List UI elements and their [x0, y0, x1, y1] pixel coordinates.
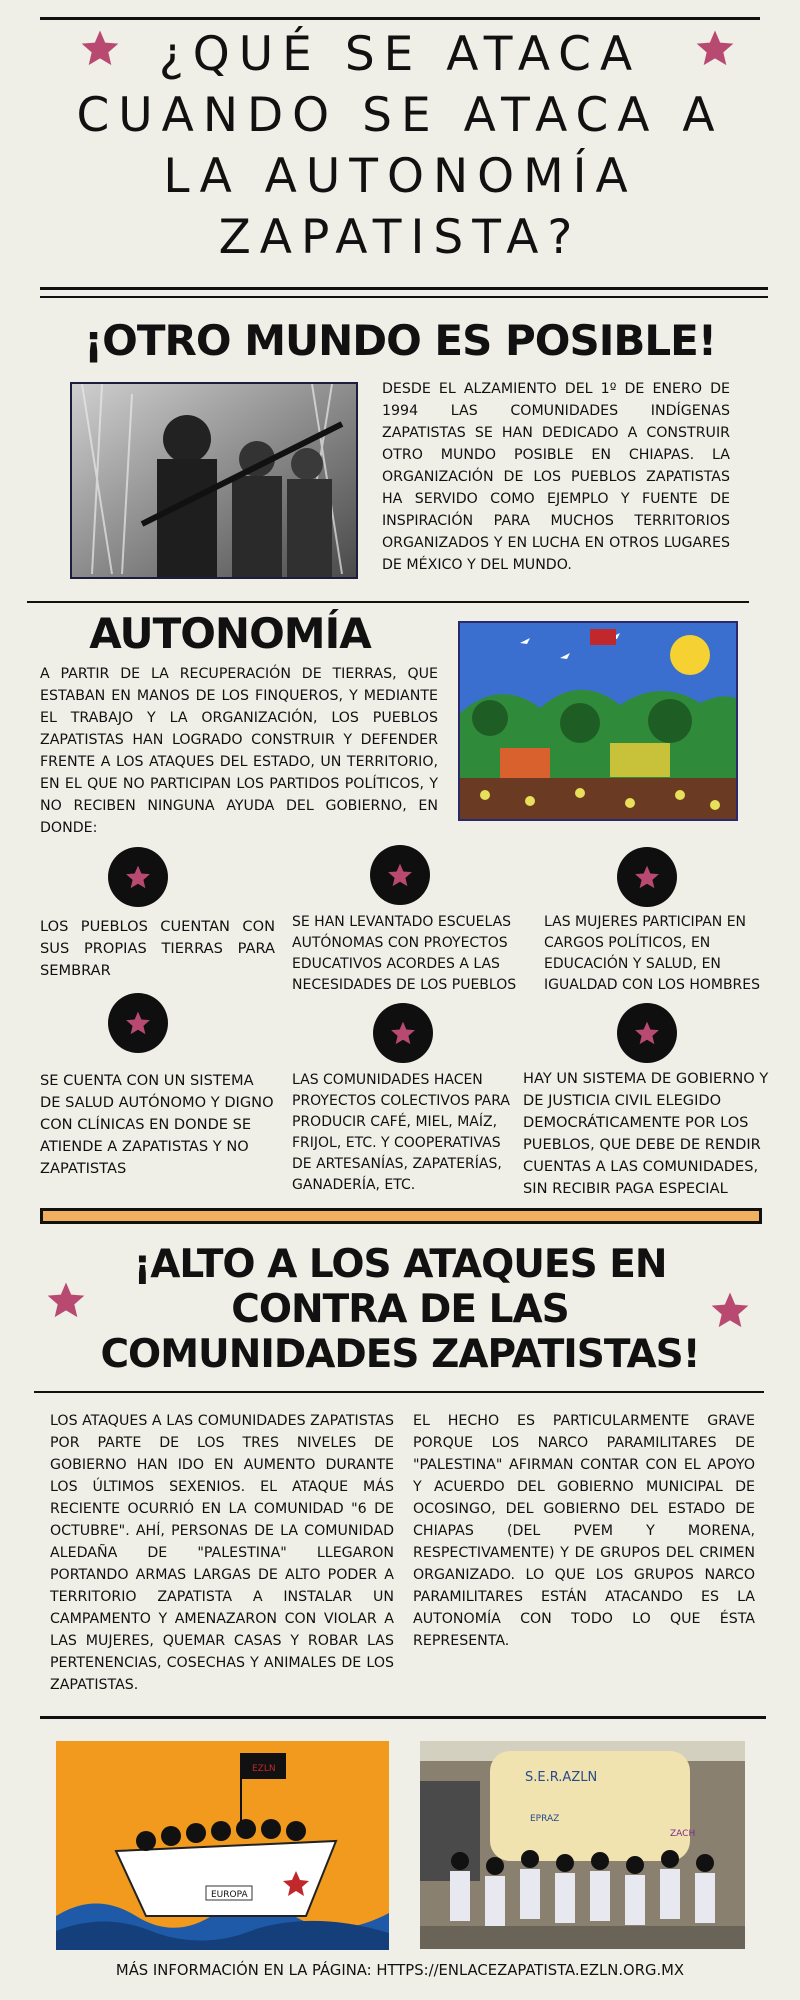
- feature-item: HAY UN SISTEMA DE GOBIERNO Y DE JUSTICIA CIVIL ELEGIDO DEMOCRÁTICAMENTE POR LOS PUEBLOS, QUE DEBE DE RENDIR CUENTAS A LAS COMUNIDADES, SIN RECIBIR PAGA ESPECIAL: [523, 1070, 769, 1197]
- autonomy-text: A PARTIR DE LA RECUPERACIÓN DE TIERRAS, QUE ESTABAN EN MANOS DE LOS FINQUEROS, Y MEDIANTE EL TRABAJO Y LA ORGANIZACIÓN, LOS PUEBLOS ZAPATISTAS HAN LOGRADO CONSTRUIR Y DEFENDER FRENTE A LOS ATAQUES DEL ESTADO, UN TERRITORIO, EN EL QUE NO PARTICIPAN LOS PARTIDOS POLÍTICOS, Y NO RECIBEN NINGUNA AYUDA DEL GOBIERNO, EN DONDE:: [40, 666, 438, 836]
- attacks-text-2: EL HECHO ES PARTICULARMENTE GRAVE PORQUE LOS NARCO PARAMILITARES DE "PALESTINA" AFIRMAN CONTAR CON EL APOYO Y ACUERDO DEL GOBIERNO MUNICIPAL DE OCOSINGO, DEL GOBIERNO DEL ESTADO DE CHIAPAS (DEL PVEM Y MORENA, RESPECTIVAMENTE) Y DE GRUPOS DEL CRIMEN ORGANIZADO. LO QUE LOS GRUPOS NARCO PARAMILITARES ESTÁN ATACANDO ES LA AUTONOMÍA CON TODO LO QUE ÉSTA REPRESENTA.: [413, 1413, 755, 1649]
- boat-label: EUROPA: [211, 1890, 248, 1900]
- star-badge-icon: [617, 847, 677, 907]
- intro-text: DESDE EL ALZAMIENTO DEL 1º DE ENERO DE 1994 LAS COMUNIDADES INDÍGENAS ZAPATISTAS SE HAN DEDICADO A CONSTRUIR OTRO MUNDO POSIBLE EN CHIAPAS. LA ORGANIZACIÓN DE LOS PUEBLOS ZAPATISTAS HA SERVIDO COMO EJEMPLO Y FUENTE DE INSPIRACIÓN PARA MUCHOS TERRITORIOS ORGANIZADOS Y EN LUCHA EN OTROS LUGARES DE MÉXICO Y DEL MUNDO.: [382, 381, 730, 573]
- title-rule: [40, 296, 768, 298]
- page-title: ¿QUÉ SE ATACA CUANDO SE ATACA A LA AUTONOMÍA ZAPATISTA?: [76, 27, 724, 265]
- feature-item: SE HAN LEVANTADO ESCUELAS AUTÓNOMAS CON PROYECTOS EDUCATIVOS ACORDES A LAS NECESIDADES DE LOS PUEBLOS: [292, 914, 517, 993]
- star-badge-icon: [373, 1003, 433, 1063]
- star-badge-icon: [617, 1003, 677, 1063]
- feature-item: SE CUENTA CON UN SISTEMA DE SALUD AUTÓNOMO Y DIGNO CON CLÍNICAS EN DONDE SE ATIENDE A ZAPATISTAS Y NO ZAPATISTAS: [40, 1072, 274, 1177]
- section-heading: AUTONOMÍA: [89, 609, 371, 658]
- mural-text: S.E.R.AZLN: [525, 1770, 598, 1785]
- top-rule: [40, 17, 760, 20]
- star-badge-icon: [108, 847, 168, 907]
- boat-flag-text: EZLN: [252, 1764, 276, 1774]
- divider-bar: [40, 1208, 762, 1224]
- children-mural-photo: [420, 1741, 745, 1949]
- guerrilla-photo: [70, 382, 358, 579]
- title-rule: [40, 287, 768, 290]
- attacks-text: LOS ATAQUES A LAS COMUNIDADES ZAPATISTAS POR PARTE DE LOS TRES NIVELES DE GOBIERNO HAN IDO EN AUMENTO DURANTE LOS ÚLTIMOS SEXENIOS. EL ATAQUE MÁS RECIENTE OCURRIÓ EN LA COMUNIDAD "6 DE OCTUBRE". AHÍ, PERSONAS DE LA COMUNIDAD ALEDAÑA DE "PALESTINA" LLEGARON PORTANDO ARMAS LARGAS DE ALTO PODER A TERRITORIO ZAPATISTA A INSTALAR UN CAMPAMENTO Y AMENAZARON CON VIOLAR A LAS MUJERES, QUEMAR CASAS Y ROBAR LAS PERTENENCIAS, COSECHAS Y ANIMALES DE LOS ZAPATISTAS.: [50, 1413, 394, 1693]
- feature-item: LAS COMUNIDADES HACEN PROYECTOS COLECTIVOS PARA PRODUCIR CAFÉ, MIEL, MAÍZ, FRIJOL, ETC. Y COOPERATIVAS DE ARTESANÍAS, ZAPATERÍAS, GANADERÍA, ETC.: [292, 1072, 510, 1193]
- star-badge-icon: [108, 993, 168, 1053]
- star-badge-icon: [370, 845, 430, 905]
- mural-subtext: EPRAZ: [530, 1814, 560, 1824]
- footer-text: MÁS INFORMACIÓN EN LA PÁGINA: HTTPS://ENLACEZAPATISTA.EZLN.ORG.MX: [115, 1962, 685, 1979]
- section-heading: ¡OTRO MUNDO ES POSIBLE!: [84, 316, 716, 365]
- section-heading: ¡ALTO A LOS ATAQUES EN CONTRA DE LAS COMUNIDADES ZAPATISTAS!: [100, 1242, 700, 1377]
- section-rule: [27, 601, 749, 603]
- mural-painting: [458, 621, 738, 821]
- section-rule: [40, 1716, 766, 1719]
- section-rule: [34, 1391, 764, 1393]
- feature-item: LOS PUEBLOS CUENTAN CON SUS PROPIAS TIERRAS PARA SEMBRAR: [40, 918, 275, 979]
- mural-side-text: ZACH: [670, 1829, 696, 1839]
- feature-item: LAS MUJERES PARTICIPAN EN CARGOS POLÍTICOS, EN EDUCACIÓN Y SALUD, EN IGUALDAD CON LOS HOMBRES: [544, 914, 761, 993]
- boat-illustration: [56, 1741, 389, 1950]
